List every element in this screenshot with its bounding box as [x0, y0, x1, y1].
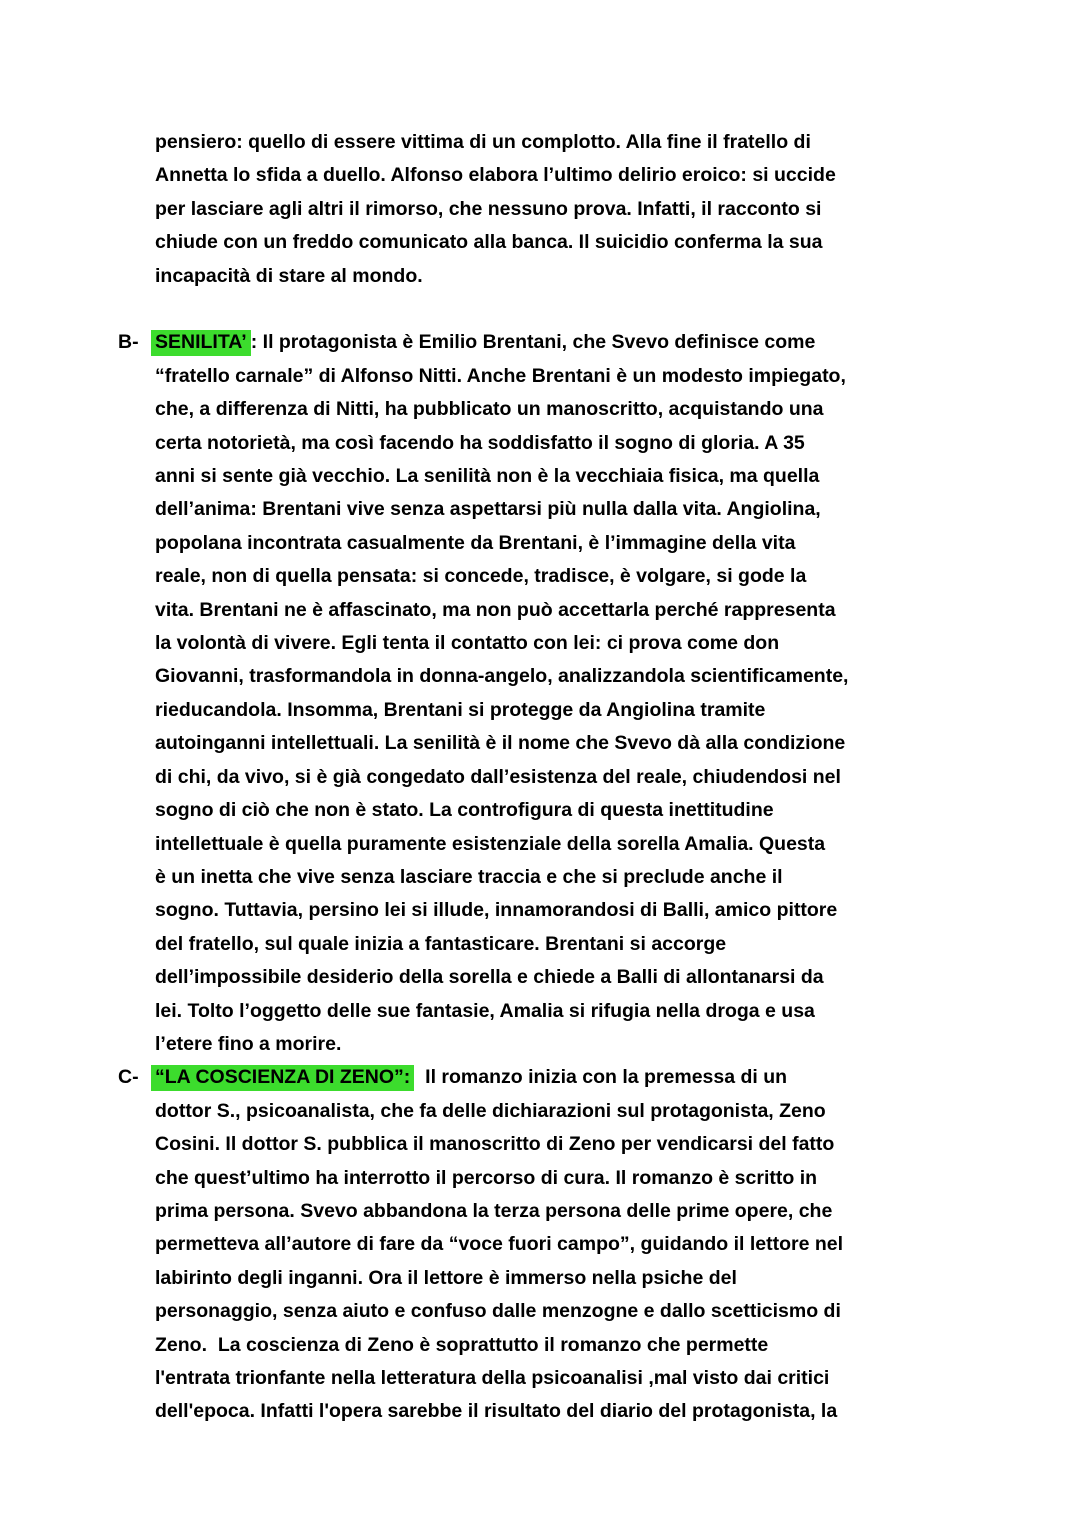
text-line: anni si sente già vecchio. La senilità non è la vecchiaia fisica, ma quella [155, 465, 820, 488]
text-line: che, a differenza di Nitti, ha pubblicato un manoscritto, acquistando una [155, 398, 824, 421]
document-content [0, 126, 1080, 1429]
text-line: popolana incontrata casualmente da Brentani, è l’immagine della vita [155, 531, 796, 554]
text-line: dottor S., psicoanalista, che fa delle dichiarazioni sul protagonista, Zeno [155, 1099, 826, 1122]
text-line: Giovanni, trasformandola in donna-angelo, analizzandola scientificamente, [155, 665, 849, 688]
text-line: dell’anima: Brentani vive senza aspettarsi più nulla dalla vita. Angiolina, [155, 498, 821, 521]
text-line: “fratello carnale” di Alfonso Nitti. Anche Brentani è un modesto impiegato, [155, 364, 846, 387]
section-la-coscienza-di-zeno [0, 1061, 1080, 1428]
text-line: Cosini. Il dottor S. pubblica il manoscritto di Zeno per vendicarsi del fatto [155, 1133, 835, 1156]
section-la-coscienza-di-zeno-label: C- [118, 1066, 139, 1089]
text-line: incapacità di stare al mondo. [155, 264, 423, 287]
text-line: rieducandola. Insomma, Brentani si protegge da Angiolina tramite [155, 698, 766, 721]
text-line: chiude con un freddo comunicato alla banca. Il suicidio conferma la sua [155, 231, 823, 254]
text-line: prima persona. Svevo abbandona la terza persona delle prime opere, che [155, 1199, 833, 1222]
text-line: la volontà di vivere. Egli tenta il contatto con lei: ci prova come don [155, 632, 780, 655]
text-line: è un inetta che vive senza lasciare traccia e che si preclude anche il [155, 865, 783, 888]
text-line: di chi, da vivo, si è già congedato dall’esistenza del reale, chiudendosi nel [155, 765, 841, 788]
text-line: lei. Tolto l’oggetto delle sue fantasie, Amalia si rifugia nella droga e usa [155, 999, 815, 1022]
text-line: sogno. Tuttavia, persino lei si illude, innamorandosi di Balli, amico pittore [155, 899, 838, 922]
text-line: l'entrata trionfante nella letteratura della psicoanalisi ,mal visto dai critici [155, 1367, 830, 1390]
text-line: permetteva all’autore di fare da “voce fuori campo”, guidando il lettore nel [155, 1233, 844, 1256]
paragraph-una-vita-continuation [0, 126, 1080, 293]
text-line: del fratello, sul quale inizia a fantasticare. Brentani si accorge [155, 932, 727, 955]
text-line: pensiero: quello di essere vittima di un complotto. Alla fine il fratello di [155, 131, 811, 153]
text-line: Zeno. La coscienza di Zeno è soprattutto il romanzo che permette [155, 1333, 769, 1356]
text-line: vita. Brentani ne è affascinato, ma non può accettarla perché rappresenta [155, 598, 836, 621]
text-line: “LA COSCIENZA DI ZENO”: Il romanzo inizia con la premessa di un [155, 1061, 985, 1094]
text-line: SENILITA’ : Il protagonista è Emilio Brentani, che Svevo definisce come [155, 326, 985, 359]
text-line: personaggio, senza aiuto e confuso dalle menzogne e dallo scetticismo di [155, 1300, 841, 1323]
text-line: labirinto degli inganni. Ora il lettore è immerso nella psiche del [155, 1266, 737, 1289]
text-line: per lasciare agli altri il rimorso, che nessuno prova. Infatti, il racconto si [155, 197, 822, 220]
text-line: che quest’ultimo ha interrotto il percorso di cura. Il romanzo è scritto in [155, 1166, 818, 1189]
text-line: autoinganni intellettuali. La senilità è il nome che Svevo dà alla condizione [155, 732, 846, 755]
text-line: certa notorietà, ma così facendo ha soddisfatto il sogno di gloria. A 35 [155, 431, 805, 454]
highlighted-title: SENILITA’ [151, 330, 251, 356]
text-line: intellettuale è quella puramente esistenziale della sorella Amalia. Questa [155, 832, 826, 855]
text-line: sogno di ciò che non è stato. La controfigura di questa inettitudine [155, 799, 774, 822]
highlighted-title: “LA COSCIENZA DI ZENO”: [151, 1065, 414, 1091]
text-line: l’etere fino a morire. [155, 1032, 342, 1055]
section-senilita-label: B- [118, 331, 139, 354]
blank-line [0, 293, 1080, 326]
text-line: Annetta lo sfida a duello. Alfonso elabora l’ultimo delirio eroico: si uccide [155, 164, 836, 187]
text-line: dell'epoca. Infatti l'opera sarebbe il risultato del diario del protagonista, la [155, 1400, 838, 1423]
section-senilita [0, 326, 1080, 1061]
text-line: dell’impossibile desiderio della sorella e chiede a Balli di allontanarsi da [155, 966, 824, 989]
text-line: reale, non di quella pensata: si concede, tradisce, è volgare, si gode la [155, 565, 807, 588]
